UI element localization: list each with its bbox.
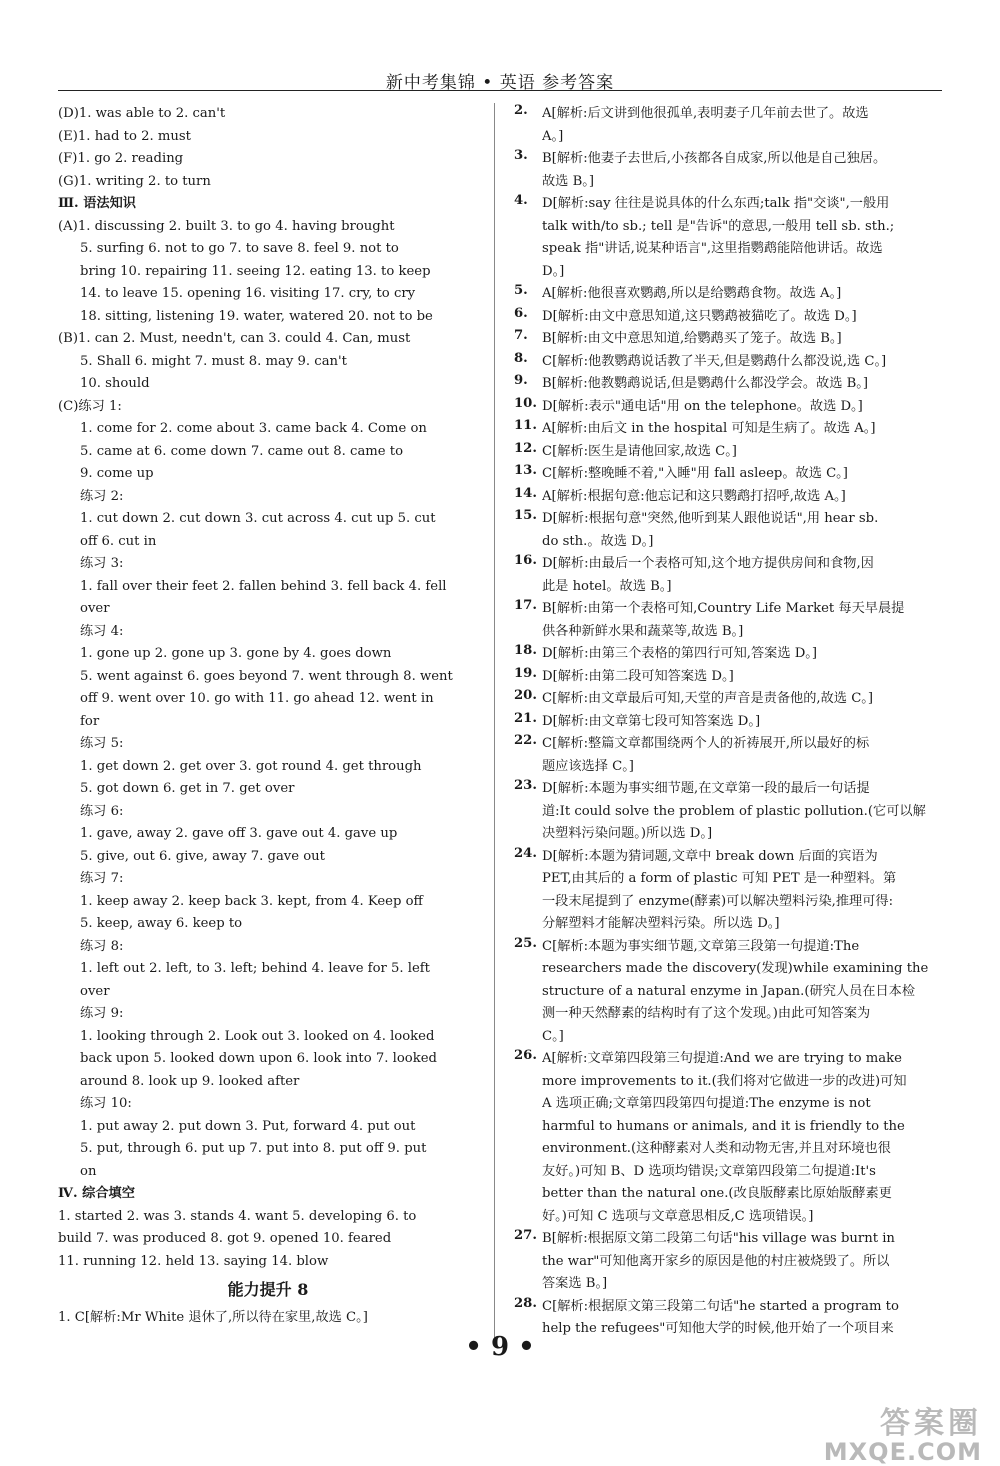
answer-explanation	[542, 778, 932, 846]
explanation-line: B[解析:由文中意思知道,给鹦鹉买了笼子。故选 B。]	[542, 331, 842, 346]
explanation-line: C。]	[542, 1028, 564, 1044]
explanation-line: 道:It could solve the problem of plastic pollution.(它可以解	[542, 803, 926, 819]
answer-number: 9.	[514, 373, 528, 388]
answer-line: around 8. look up 9. looked after	[80, 1073, 300, 1089]
answer-entry	[514, 193, 932, 283]
answer-line: (B)1. can 2. Must, needn't, can 3. could 4. Can, must	[58, 331, 411, 346]
answer-explanation	[542, 598, 932, 643]
answer-entry	[514, 103, 932, 148]
answer-number: 4.	[514, 193, 528, 208]
explanation-line: A。]	[542, 128, 564, 144]
answer-explanation	[542, 283, 932, 306]
answer-line: 1. left out 2. left, to 3. left; behind 4. leave for 5. left	[80, 961, 430, 976]
explanation-line: PET,由其后的 a form of plastic 可知 PET 是一种塑料。第	[542, 871, 897, 886]
answer-line: 1. C[解析:Mr White 退休了,所以待在家里,故选 C。]	[58, 1310, 368, 1325]
answer-explanation	[542, 193, 932, 283]
answer-line: 1. cut down 2. cut down 3. cut across 4. cut up 5. cut	[80, 511, 436, 526]
answer-entry	[514, 598, 932, 643]
explanation-line: C[解析:医生是请他回家,故选 C。]	[542, 443, 737, 459]
answer-line: 5. surfing 6. not to go 7. to save 8. feel 9. not to	[80, 241, 399, 256]
column-divider	[494, 103, 495, 1343]
explanation-line: talk with/to sb.; tell 是"告诉"的意思,一般用 tell sb. sth.;	[542, 218, 895, 234]
answer-number: 20.	[514, 688, 537, 703]
answer-line: 1. get down 2. get over 3. got round 4. get through	[80, 758, 422, 774]
explanation-line: researchers made the discovery(发现)while examining the	[542, 961, 929, 976]
answer-line: 5. put, through 6. put up 7. put into 8. put off 9. put	[80, 1141, 427, 1156]
answer-number: 16.	[514, 553, 537, 568]
explanation-line: D。]	[542, 263, 565, 279]
explanation-line: B[解析:他教鹦鹉说话,但是鹦鹉什么都没学会。故选 B。]	[542, 376, 869, 391]
explanation-line: 供各种新鲜水果和蔬菜等,故选 B。]	[542, 623, 744, 639]
answer-explanation	[542, 508, 932, 553]
answer-line: 5. came at 6. come down 7. came out 8. came to	[80, 443, 404, 459]
answer-line: 练习 3:	[80, 556, 124, 571]
answer-line: 练习 6:	[80, 803, 124, 819]
explanation-line: 友好。)可知 B、D 选项均错误;文章第四段第二句提道:It's	[542, 1163, 876, 1179]
header-title: 新中考集锦 • 英语 参考答案	[385, 73, 615, 93]
answer-line: 练习 4:	[80, 623, 124, 639]
explanation-line: 此是 hotel。故选 B。]	[542, 578, 672, 594]
answer-line: over	[80, 601, 110, 616]
explanation-line: 好。)可知 C 选项与文章意思相反,C 选项错误。]	[542, 1208, 814, 1224]
answer-line: for	[80, 713, 100, 729]
section-heading: Ⅲ. 语法知识	[58, 196, 136, 211]
answer-number: 3.	[514, 148, 528, 163]
explanation-line: do sth.。故选 D。]	[542, 533, 654, 549]
answer-line: (D)1. was able to 2. can't	[58, 106, 226, 121]
answer-entry	[514, 441, 932, 464]
answer-entry	[514, 643, 932, 666]
answer-line: (A)1. discussing 2. built 3. to go 4. having brought	[58, 218, 395, 234]
explanation-line: C[解析:根据原文第三段第二句话"he started a program to	[542, 1298, 899, 1314]
answer-line: 1. gave, away 2. gave off 3. gave out 4. gave up	[80, 826, 398, 841]
explanation-line: 分解塑料才能解决塑料污染。所以选 D。]	[542, 916, 780, 931]
answer-explanation	[542, 936, 932, 1049]
answer-entry	[514, 936, 932, 1049]
answer-entry	[514, 486, 932, 509]
watermark-text-top: 答案圈	[880, 1406, 982, 1441]
explanation-line: 答案选 B。]	[542, 1276, 608, 1291]
explanation-line: C[解析:整篇文章都围绕两个人的祈祷展开,所以最好的标	[542, 736, 870, 751]
answer-entry	[514, 1048, 932, 1228]
explanation-line: A 选项正确;文章第四段第四句提道:The enzyme is not	[542, 1096, 871, 1111]
answer-number: 8.	[514, 350, 528, 366]
answer-number: 26.	[514, 1048, 537, 1063]
answer-line: 1. fall over their feet 2. fallen behind 3. fell back 4. fell	[80, 578, 447, 594]
explanation-line: D[解析:由文章第七段可知答案选 D。]	[542, 713, 761, 729]
answer-number: 10.	[514, 395, 537, 411]
answer-line: 练习 10:	[80, 1096, 132, 1111]
answer-explanation	[542, 553, 932, 598]
explanation-line: 决塑料污染问题。)所以选 D。]	[542, 826, 713, 841]
answer-number: 28.	[514, 1295, 537, 1311]
explanation-line: B[解析:由第一个表格可知,Country Life Market 每天早晨提	[542, 601, 905, 616]
answer-line: 5. keep, away 6. keep to	[80, 916, 243, 931]
answer-number: 14.	[514, 485, 537, 501]
answer-explanation	[542, 846, 932, 936]
answer-number: 22.	[514, 733, 537, 748]
answer-line: 5. got down 6. get in 7. get over	[80, 781, 295, 796]
left-column	[58, 103, 478, 1330]
answer-line: bring 10. repairing 11. seeing 12. eating 13. to keep	[80, 263, 431, 279]
answer-entry	[514, 666, 932, 689]
answer-explanation	[542, 733, 932, 778]
answer-entry	[514, 306, 932, 329]
answer-entry	[514, 283, 932, 306]
answer-entry	[514, 373, 932, 396]
answer-entry	[514, 846, 932, 936]
answer-explanation	[542, 351, 932, 374]
answer-explanation	[542, 463, 932, 486]
answer-explanation	[542, 418, 932, 441]
watermark-logo	[767, 1398, 982, 1466]
answer-line: 5. went against 6. goes beyond 7. went through 8. went	[80, 668, 453, 684]
answer-entry	[514, 778, 932, 846]
answer-line: back upon 5. looked down upon 6. look into 7. looked	[80, 1051, 437, 1066]
explanation-line: harmful to humans or animals, and it is friendly to the	[542, 1118, 905, 1134]
answer-number: 11.	[514, 418, 537, 433]
answer-explanation	[542, 643, 932, 666]
explanation-line: environment.(这种酵素对人类和动物无害,并且对环境也很	[542, 1141, 891, 1156]
answer-number: 21.	[514, 710, 537, 726]
page-number: • 9 •	[465, 1332, 535, 1362]
answer-line: 5. give, out 6. give, away 7. gave out	[80, 848, 325, 864]
explanation-line: structure of a natural enzyme in Japan.(研究人员在日本检	[542, 983, 916, 999]
answer-entry	[514, 711, 932, 734]
answer-number: 12.	[514, 440, 537, 456]
answer-explanation	[542, 396, 932, 419]
explanation-line: 故选 B。]	[542, 173, 594, 189]
answer-number: 6.	[514, 305, 528, 321]
answer-number: 5.	[514, 283, 528, 298]
explanation-line: more improvements to it.(我们将对它做进一步的改进)可知	[542, 1073, 907, 1089]
answer-explanation	[542, 688, 932, 711]
answer-line: 练习 9:	[80, 1006, 124, 1021]
answer-line: 5. Shall 6. might 7. must 8. may 9. can't	[80, 353, 347, 369]
explanation-line: A[解析:后文讲到他很孤单,表明妻子几年前去世了。故选	[542, 106, 869, 121]
explanation-line: better than the natural one.(改良版酵素比原始版酵素更	[542, 1186, 892, 1201]
answer-line: 1. gone up 2. gone up 3. gone by 4. goes down	[80, 646, 392, 661]
answer-line: off 6. cut in	[80, 533, 157, 549]
answer-number: 2.	[514, 103, 528, 118]
answer-line: 1. keep away 2. keep back 3. kept, from 4. Keep off	[80, 893, 423, 909]
answer-number: 23.	[514, 778, 537, 793]
right-column	[514, 103, 932, 1341]
explanation-line: D[解析:由最后一个表格可知,这个地方提供房间和食物,因	[542, 556, 874, 571]
answer-number: 19.	[514, 665, 537, 681]
answer-line: 1. come for 2. come about 3. came back 4. Come on	[80, 421, 427, 436]
answer-line: 11. running 12. held 13. saying 14. blow	[58, 1253, 329, 1269]
answer-line: 练习 2:	[80, 488, 124, 504]
answer-number: 15.	[514, 508, 537, 523]
answer-entry	[514, 463, 932, 486]
explanation-line: A[解析:根据句意:他忘记和这只鹦鹉打招呼,故选 A。]	[542, 488, 846, 504]
answer-line: 练习 7:	[80, 871, 124, 886]
answer-line: (C)练习 1:	[58, 398, 122, 414]
explanation-line: A[解析:由后文 in the hospital 可知是生病了。故选 A。]	[542, 421, 876, 436]
watermark-text-bottom: MXQE.COM	[823, 1438, 982, 1466]
answer-line: (E)1. had to 2. must	[58, 128, 191, 144]
explanation-line: D[解析:say 往往是说具体的什么东西;talk 指"交谈",一般用	[542, 196, 890, 211]
answer-number: 13.	[514, 463, 537, 478]
explanation-line: D[解析:由文中意思知道,这只鹦鹉被猫吃了。故选 D。]	[542, 308, 857, 324]
explanation-line: 测一种天然酵素的结构时有了这个发现。)由此可知答案为	[542, 1006, 871, 1021]
answer-explanation	[542, 373, 932, 396]
answer-number: 17.	[514, 598, 537, 613]
answer-line: 18. sitting, listening 19. water, watered 20. not to be	[80, 308, 433, 324]
explanation-line: D[解析:本题为事实细节题,在文章第一段的最后一句话提	[542, 781, 870, 796]
explanation-line: C[解析:本题为事实细节题,文章第三段第一句提道:The	[542, 938, 860, 954]
answer-number: 24.	[514, 845, 537, 861]
answer-number: 27.	[514, 1228, 537, 1243]
explanation-line: B[解析:根据原文第二段第二句话"his village was burnt in	[542, 1231, 895, 1246]
answer-line: 1. put away 2. put down 3. Put, forward 4. put out	[80, 1118, 416, 1134]
explanation-line: help the refugees"可知他大学的时候,他开始了一个项目来	[542, 1321, 894, 1336]
answer-number: 18.	[514, 643, 537, 658]
answer-line: (G)1. writing 2. to turn	[58, 173, 211, 189]
answer-entry	[514, 553, 932, 598]
answer-explanation	[542, 148, 932, 193]
answer-explanation	[542, 1228, 932, 1296]
answer-entry	[514, 733, 932, 778]
answer-line: 1. started 2. was 3. stands 4. want 5. developing 6. to	[58, 1208, 417, 1224]
explanation-line: D[解析:根据句意"突然,他听到某人跟他说话",用 hear sb.	[542, 511, 879, 526]
answer-explanation	[542, 306, 932, 329]
answer-explanation	[542, 1048, 932, 1228]
answer-line: 练习 5:	[80, 736, 124, 751]
explanation-line: A[解析:文章第四段第三句提道:And we are trying to make	[542, 1051, 902, 1066]
answer-entry	[514, 688, 932, 711]
answer-line: 9. come up	[80, 466, 154, 481]
answer-entry	[514, 1228, 932, 1296]
explanation-line: D[解析:由第三个表格的第四行可知,答案选 D。]	[542, 646, 818, 661]
explanation-line: C[解析:他教鹦鹉说话教了半天,但是鹦鹉什么都没说,选 C。]	[542, 353, 887, 369]
page-header	[58, 58, 942, 91]
explanation-line: D[解析:表示"通电话"用 on the telephone。故选 D。]	[542, 398, 863, 414]
answer-line: build 7. was produced 8. got 9. opened 10. feared	[58, 1231, 392, 1246]
answer-entry	[514, 351, 932, 374]
answer-line: over	[80, 983, 110, 999]
answer-line: (F)1. go 2. reading	[58, 151, 184, 166]
answer-line: on	[80, 1163, 97, 1179]
explanation-line: C[解析:由文章最后可知,天堂的声音是责备他的,故选 C。]	[542, 691, 874, 706]
answer-entry	[514, 396, 932, 419]
answer-explanation	[542, 666, 932, 689]
explanation-line: 一段末尾提到了 enzyme(酵素)可以解决塑料污染,推理可得:	[542, 893, 894, 909]
explanation-line: speak 指"讲话,说某种语言",这里指鹦鹉能陪他讲话。故选	[542, 241, 883, 256]
answer-line: 1. looking through 2. Look out 3. looked on 4. looked	[80, 1028, 435, 1044]
answer-explanation	[542, 441, 932, 464]
answer-number: 25.	[514, 935, 537, 951]
explanation-line: A[解析:他很喜欢鹦鹉,所以是给鹦鹉食物。故选 A。]	[542, 286, 842, 301]
explanation-line: D[解析:由第二段可知答案选 D。]	[542, 668, 734, 684]
answer-explanation	[542, 711, 932, 734]
answer-entry	[514, 508, 932, 553]
chapter-heading: 能力提升 8	[227, 1280, 309, 1299]
answer-explanation	[542, 103, 932, 148]
answer-number: 7.	[514, 328, 528, 343]
explanation-line: D[解析:本题为猜词题,文章中 break down 后面的宾语为	[542, 848, 878, 864]
answer-line: 14. to leave 15. opening 16. visiting 17. cry, to cry	[80, 286, 416, 301]
explanation-line: the war"可知他离开家乡的原因是他的村庄被烧毁了。所以	[542, 1253, 890, 1269]
answer-entry	[514, 148, 932, 193]
answer-entry	[514, 328, 932, 351]
section-heading: Ⅳ. 综合填空	[58, 1186, 135, 1201]
explanation-line: 题应该选择 C。]	[542, 758, 634, 774]
explanation-line: B[解析:他妻子去世后,小孩都各自成家,所以他是自己独居。	[542, 151, 887, 166]
answer-explanation	[542, 486, 932, 509]
explanation-line: C[解析:整晚睡不着,"入睡"用 fall asleep。故选 C。]	[542, 466, 848, 481]
answer-explanation	[542, 328, 932, 351]
answer-line: 练习 8:	[80, 938, 124, 954]
answer-entry	[514, 418, 932, 441]
answer-line: 10. should	[80, 376, 150, 391]
answer-line: off 9. went over 10. go with 11. go ahead 12. went in	[80, 691, 434, 706]
